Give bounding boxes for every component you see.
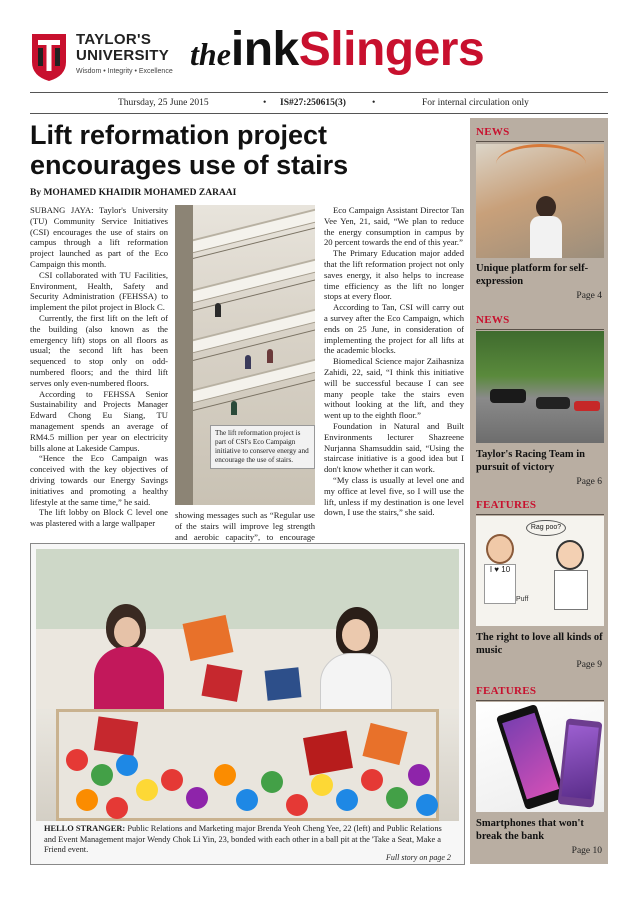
article-byline: By MOHAMED KHAIDIR MOHAMED ZARAAI <box>30 188 237 198</box>
sidebar-item-page: Page 9 <box>576 660 602 670</box>
paragraph: The lift lobby on Block C level one was plastered with a large wallpaper <box>30 507 168 529</box>
sketch-speech-bubble: Rag poo? <box>526 520 566 536</box>
paragraph: SUBANG JAYA: Taylor's University (TU) Community Service Initiatives (CSI) encourages the use of stairs on campus through a lift reformation project launched as part of the Eco Campaign this month. <box>30 205 168 269</box>
paragraph: According to FEHSSA Senior Sustainability and Projects Manager Edward Chong Eu Siang, TU management spends an average of RM4.5 million per year on electricity bills alone at Lakeside Campus. <box>30 388 168 453</box>
paragraph: Biomedical Science major Zaihasniza Zahidi, 22, said, “I think this initiative will be successful because I can see many people take the stairs even without looking at the lift, and they went up to the eighth floor.” <box>324 356 464 421</box>
paragraph: Foundation in Natural and Built Environments lecturer Shazreene Nurjanna Shamsuddin said, “Using the staircase initiative is a good idea but I don't know whether it can work. <box>324 420 464 475</box>
paragraph: showing messages such as “Regular use of the stairs will improve leg strength and aerobic capacity”, to encourage <box>175 510 315 542</box>
caption-body: Public Relations and Marketing major Brenda Yeoh Cheng Yee, 22 (left) and Public Relations and Event Management major Wendy Chok Li Yin, 23, bonded with each other in a ball pit at the 'Take a Seat, Make a Friend event. <box>44 824 442 854</box>
divider <box>476 329 604 330</box>
taylors-university-logo <box>30 30 180 86</box>
paragraph: CSI collaborated with TU Facilities, Environment, Health, Safety and Security Administration (FEHSSA) to implement the pilot project in Block C. <box>30 269 168 313</box>
paragraph: Currently, the first lift on the left of the building (also known as the emergency lift) stops on all floors as usual; the second lift has been sequenced to stop only on odd-numbered floors; and the third lift serves only even-numbered floors. <box>30 312 168 388</box>
feature-photo-caption <box>44 824 454 856</box>
sidebar-section-label: FEATURES <box>476 685 537 697</box>
paragraph: The Primary Education major added that the lift reformation project not only saves energy, it also helps to increase time efficiency as the lift no longer stops at every floor. <box>324 248 464 302</box>
issue-number: IS#27:250615(3) <box>280 98 346 108</box>
sidebar-section-label: NEWS <box>476 126 510 138</box>
university-crest-icon <box>30 32 68 82</box>
sidebar-item-image[interactable] <box>476 144 604 258</box>
paragraph: “Hence the Eco Campaign was conceived with the key objectives of driving towards our Energy Savings initiatives and promoting a healthy lifestyle at the same time,” he said. <box>30 453 168 507</box>
sidebar-item-title[interactable]: The right to love all kinds of music <box>476 632 603 656</box>
sidebar-item-image[interactable] <box>476 702 604 812</box>
divider <box>476 141 604 142</box>
sidebar-item-title[interactable]: Smartphones that won't break the bank <box>476 818 584 842</box>
logo-name-line1: TAYLOR'S <box>76 31 152 48</box>
sidebar-item-image[interactable] <box>476 516 604 626</box>
divider <box>476 514 604 515</box>
meta-separator: • <box>372 98 376 108</box>
sidebar-section-label: NEWS <box>476 314 510 326</box>
newspaper-nameplate <box>190 22 484 82</box>
sidebar-item-page: Page 6 <box>576 477 602 487</box>
logo-tagline: Wisdom • Integrity • Excellence <box>76 68 173 75</box>
sidebar-section-label: FEATURES <box>476 499 537 511</box>
circulation-note: For internal circulation only <box>422 98 529 108</box>
full-story-link[interactable]: Full story on page 2 <box>386 853 451 862</box>
sidebar-item-title[interactable]: Unique platform for self-expression <box>476 263 589 287</box>
sketch-puff-text: Puff <box>516 596 529 603</box>
article-column-3 <box>324 205 464 518</box>
sketch-sign: I ♥ 10 <box>484 564 516 604</box>
article-column-1 <box>30 205 168 529</box>
issue-date: Thursday, 25 June 2015 <box>118 98 209 108</box>
paragraph: “My class is usually at level one and my office at level five, so I will use the lift, unless if my destination is one level down, I use the stairs,” she said. <box>324 474 464 518</box>
article-headline: Lift reformation project encourages use of stairs <box>30 120 349 180</box>
meta-separator: • <box>263 98 267 108</box>
issue-info-bar <box>30 92 608 114</box>
sidebar-item-page: Page 4 <box>576 291 602 301</box>
sidebar-item-title[interactable]: Taylor's Racing Team in pursuit of victory <box>476 449 586 473</box>
paragraph: According to Tan, CSI will carry out a survey after the Eco Campaign, which ends on 25 June, in consideration of implementing the project for all lifts at the academic blocks. <box>324 302 464 356</box>
sidebar-item-image[interactable] <box>476 331 604 443</box>
nameplate-the: the <box>190 36 231 72</box>
logo-name-line2: UNIVERSITY <box>76 47 170 64</box>
logo-wordmark <box>76 32 169 64</box>
nameplate-ink: ink <box>230 23 299 76</box>
stairs-photo-caption: The lift reformation project is part of CSI's Eco Campaign initiative to conserve energy and encourage the use of stairs. <box>210 425 315 469</box>
sidebar-item-page: Page 10 <box>571 846 602 856</box>
nameplate-slingers: Slingers <box>298 23 485 76</box>
paragraph: Eco Campaign Assistant Director Tan Vee Yen, 21, said, “We plan to reduce the energy consumption in campus by 20 percent towards the end of this year.” <box>324 205 464 248</box>
ball-pit-photo <box>36 549 459 821</box>
divider <box>476 700 604 701</box>
caption-lead: HELLO STRANGER: <box>44 824 126 833</box>
